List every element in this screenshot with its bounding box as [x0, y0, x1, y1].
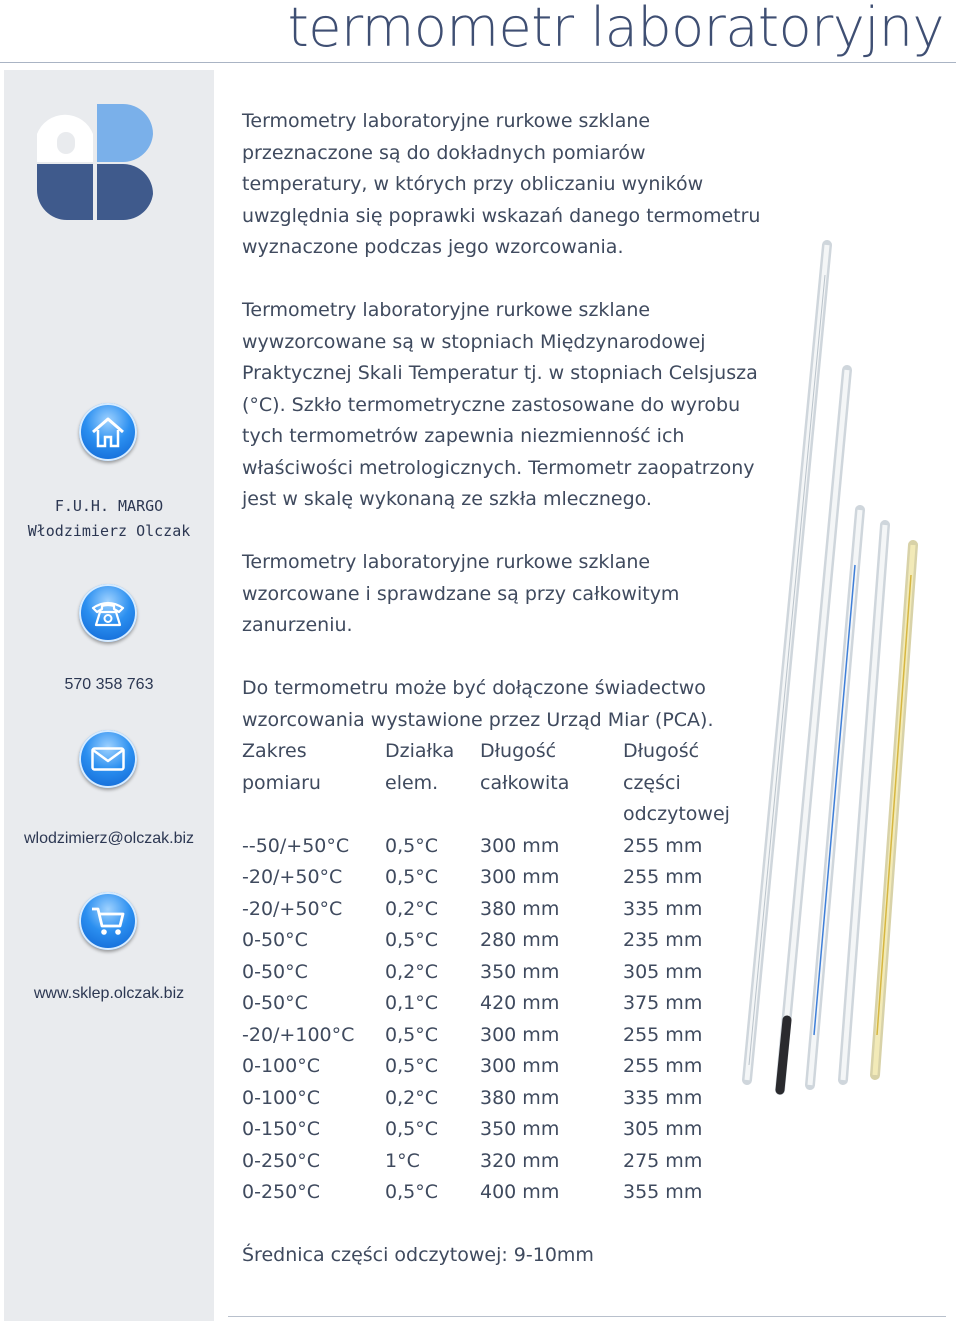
- paragraph-purpose: Termometry laboratoryjne rurkowe szklane przeznaczone są do dokładnych pomiarów temperatury, w których przy obliczaniu wyników uwzględnia się poprawki wskazań danego termometru wyznaczone podczas jego wzorcowania.: [242, 110, 761, 258]
- table-cell: 300 mm: [480, 866, 560, 888]
- table-row: [242, 1146, 743, 1178]
- table-cell: 0-250°C: [242, 1181, 320, 1203]
- table-cell: 420 mm: [480, 992, 560, 1014]
- header-range: Zakres pomiaru: [242, 740, 321, 794]
- shop-button[interactable]: [79, 892, 137, 950]
- table-row: [242, 1177, 743, 1209]
- email-link[interactable]: wlodzimierz@olczak.biz: [23, 830, 195, 847]
- table-cell: 0-100°C: [242, 1086, 320, 1109]
- table-cell: 0,2°C: [385, 897, 438, 920]
- spec-table: [242, 736, 743, 1209]
- table-row: [242, 831, 743, 863]
- table-cell: 0,5°C: [385, 1055, 438, 1077]
- table-cell: 255 mm: [623, 1023, 703, 1046]
- home-icon: [90, 415, 126, 449]
- diameter-note: Średnica części odczytowej: 9-10mm: [242, 1244, 594, 1266]
- table-cell: 300 mm: [480, 1055, 560, 1077]
- paragraph-certificate: Do termometru może być dołączone świadectwo wzorcowania wystawione przez Urząd Miar (PCA).: [242, 677, 714, 731]
- cart-icon: [90, 905, 126, 937]
- table-row: [242, 862, 743, 894]
- table-row: [242, 925, 743, 957]
- phone-number[interactable]: 570 358 763: [64, 676, 154, 693]
- thermometers-image: [735, 235, 955, 1095]
- description: [242, 106, 762, 768]
- phone-icon: [90, 598, 126, 628]
- table-cell: --50/+50°C: [242, 834, 350, 857]
- mail-button[interactable]: [79, 730, 137, 788]
- table-cell: 280 mm: [480, 929, 560, 951]
- header-division: Działka elem.: [385, 740, 455, 794]
- table-row: [242, 1083, 743, 1115]
- table-cell: 0-50°C: [242, 992, 308, 1014]
- table-cell: 0,2°C: [385, 960, 438, 983]
- page-title: termometr laboratoryjny: [287, 0, 944, 59]
- table-cell: 0-150°C: [242, 1118, 320, 1140]
- phone-button[interactable]: [79, 584, 137, 642]
- table-cell: 255 mm: [623, 866, 703, 888]
- table-cell: 300 mm: [480, 1023, 560, 1046]
- home-button[interactable]: [79, 403, 137, 461]
- table-cell: -20/+100°C: [242, 1023, 355, 1046]
- table-cell: 235 mm: [623, 929, 703, 951]
- table-cell: 275 mm: [623, 1149, 703, 1172]
- table-cell: 0-50°C: [242, 929, 308, 951]
- table-cell: 350 mm: [480, 1118, 560, 1140]
- header-reading-length: Długość części odczytowej: [623, 740, 730, 825]
- table-cell: 0-100°C: [242, 1055, 320, 1077]
- table-cell: 0,5°C: [385, 1181, 438, 1203]
- table-cell: 0-250°C: [242, 1149, 320, 1172]
- table-row: [242, 1051, 743, 1083]
- table-cell: 380 mm: [480, 1086, 560, 1109]
- sidebar: [4, 70, 214, 1321]
- table-cell: 0,5°C: [385, 1118, 438, 1140]
- table-row: [242, 988, 743, 1020]
- table-cell: 1°C: [385, 1149, 420, 1172]
- table-cell: 400 mm: [480, 1181, 560, 1203]
- table-cell: 0,2°C: [385, 1086, 438, 1109]
- logo-icon: [37, 104, 153, 220]
- table-cell: 355 mm: [623, 1181, 703, 1203]
- table-cell: 335 mm: [623, 1086, 703, 1109]
- table-cell: 300 mm: [480, 834, 560, 857]
- table-cell: 305 mm: [623, 1118, 703, 1140]
- company-name: F.U.H. MARGO: [54, 497, 164, 515]
- header-length: Długość całkowita: [480, 740, 570, 794]
- table-row: [242, 894, 743, 926]
- table-cell: 380 mm: [480, 897, 560, 920]
- table-cell: 0,5°C: [385, 866, 438, 888]
- table-cell: -20/+50°C: [242, 897, 343, 920]
- table-cell: 0,1°C: [385, 992, 438, 1014]
- table-cell: 320 mm: [480, 1149, 560, 1172]
- company-owner: Włodzimierz Olczak: [27, 522, 191, 540]
- table-cell: 0,5°C: [385, 834, 438, 857]
- shop-link[interactable]: www.sklep.olczak.biz: [33, 985, 185, 1002]
- table-body: [242, 831, 743, 1209]
- paragraph-immersion: Termometry laboratoryjne rurkowe szklane wzorcowane i sprawdzane są przy całkowitym zanurzeniu.: [242, 551, 680, 636]
- title-divider: [0, 62, 956, 63]
- paragraph-scale: Termometry laboratoryjne rurkowe szklane wywzorcowane są w stopniach Międzynarodowej Praktycznej Skali Temperatur tj. w stopniach Celsjusza (°C). Szkło termometryczne zastosowane do wyrobu tych termometrów zapewnia niezmienność ich właściwości metrologicznych. Termometr zaopatrzony jest w skalę wykonaną ze szkła mlecznego.: [242, 299, 758, 510]
- table-cell: 0,5°C: [385, 929, 438, 951]
- table-row: [242, 1114, 743, 1146]
- table-cell: 375 mm: [623, 992, 703, 1014]
- table-cell: 255 mm: [623, 1055, 703, 1077]
- table-cell: -20/+50°C: [242, 866, 343, 888]
- table-cell: 255 mm: [623, 834, 703, 857]
- table-cell: 350 mm: [480, 960, 560, 983]
- table-cell: 0-50°C: [242, 960, 308, 983]
- table-cell: 335 mm: [623, 897, 703, 920]
- table-row: [242, 957, 743, 989]
- table-row: [242, 1020, 743, 1052]
- table-cell: 0,5°C: [385, 1023, 438, 1046]
- mail-icon: [91, 747, 125, 771]
- table-header-row: [242, 736, 743, 831]
- table-cell: 305 mm: [623, 960, 703, 983]
- bottom-divider: [228, 1316, 946, 1317]
